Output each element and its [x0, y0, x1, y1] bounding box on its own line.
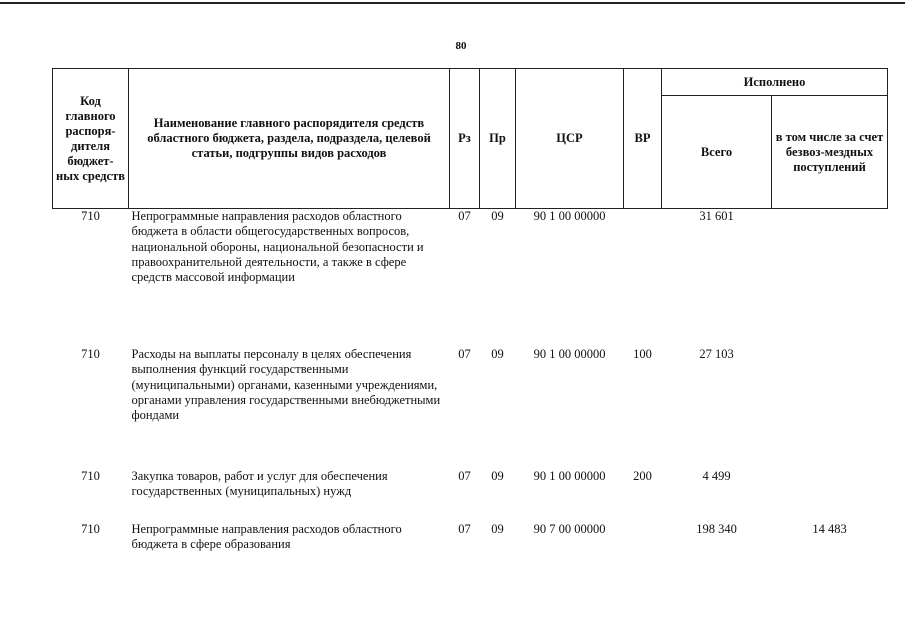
cell-vsego: 4 499: [702, 469, 731, 483]
cell-pr: 09: [491, 347, 504, 361]
top-rule: [0, 2, 905, 4]
cell-kod: 710: [81, 209, 100, 223]
header-pr: Пр: [480, 69, 516, 209]
header-ispolneno: Исполнено: [662, 69, 888, 96]
header-bezvozm: в том числе за счет безвоз-мездных поступлений: [772, 96, 888, 209]
cell-vr: [624, 522, 662, 567]
header-naim: Наименование главного распорядителя средств областного бюджета, раздела, подраздела, целевой статьи, подгруппы видов расходов: [129, 69, 450, 209]
table-row: [53, 522, 888, 567]
cell-vr: [624, 209, 662, 348]
cell-pr: 09: [491, 209, 504, 223]
cell-kod: 710: [81, 347, 100, 361]
cell-vsego: 27 103: [699, 347, 734, 361]
header-csr: ЦСР: [516, 69, 624, 209]
cell-pr: 09: [491, 469, 504, 483]
header-kod: Код главного распоря-дителя бюджет-ных средств: [53, 69, 129, 209]
page-number: 80: [455, 40, 467, 52]
cell-name: Закупка товаров, работ и услуг для обеспечения государственных (муниципальных) нужд: [131, 469, 388, 499]
cell-name: Расходы на выплаты персоналу в целях обеспечения выполнения функций государственными (муниципальными) органами, казенными учреждениями, органами управления государственными внебюджетными фондами: [131, 347, 441, 422]
cell-bezvozm: [772, 469, 888, 522]
cell-pr: 09: [491, 522, 504, 536]
cell-name: Непрограммные направления расходов областного бюджета в области общегосударственных вопросов, национальной обороны, национальной безопасности и правоохранительной деятельности, а также в сфере средств массовой информации: [131, 209, 424, 284]
table-row: [53, 469, 888, 522]
header-rz: Рз: [450, 69, 480, 209]
table-row: [53, 347, 888, 469]
header-vsego: Всего: [662, 96, 772, 209]
cell-rz: 07: [458, 347, 471, 361]
cell-bezvozm: [772, 209, 888, 348]
cell-vr: 200: [633, 469, 652, 483]
cell-kod: 710: [81, 469, 100, 483]
cell-name: Непрограммные направления расходов областного бюджета в сфере образования: [131, 522, 402, 552]
budget-table: [52, 68, 888, 567]
cell-bezvozm: 14 483: [812, 522, 847, 536]
cell-csr: 90 1 00 00000: [533, 347, 606, 361]
header-vr: ВР: [624, 69, 662, 209]
cell-csr: 90 1 00 00000: [533, 209, 606, 223]
cell-rz: 07: [458, 522, 471, 536]
table-row: [53, 209, 888, 348]
cell-csr: 90 7 00 00000: [533, 522, 606, 536]
cell-csr: 90 1 00 00000: [533, 469, 606, 483]
cell-vsego: 31 601: [699, 209, 734, 223]
cell-rz: 07: [458, 209, 471, 223]
cell-vsego: 198 340: [696, 522, 737, 536]
cell-rz: 07: [458, 469, 471, 483]
cell-vr: 100: [633, 347, 652, 361]
cell-kod: 710: [81, 522, 100, 536]
cell-bezvozm: [772, 347, 888, 469]
